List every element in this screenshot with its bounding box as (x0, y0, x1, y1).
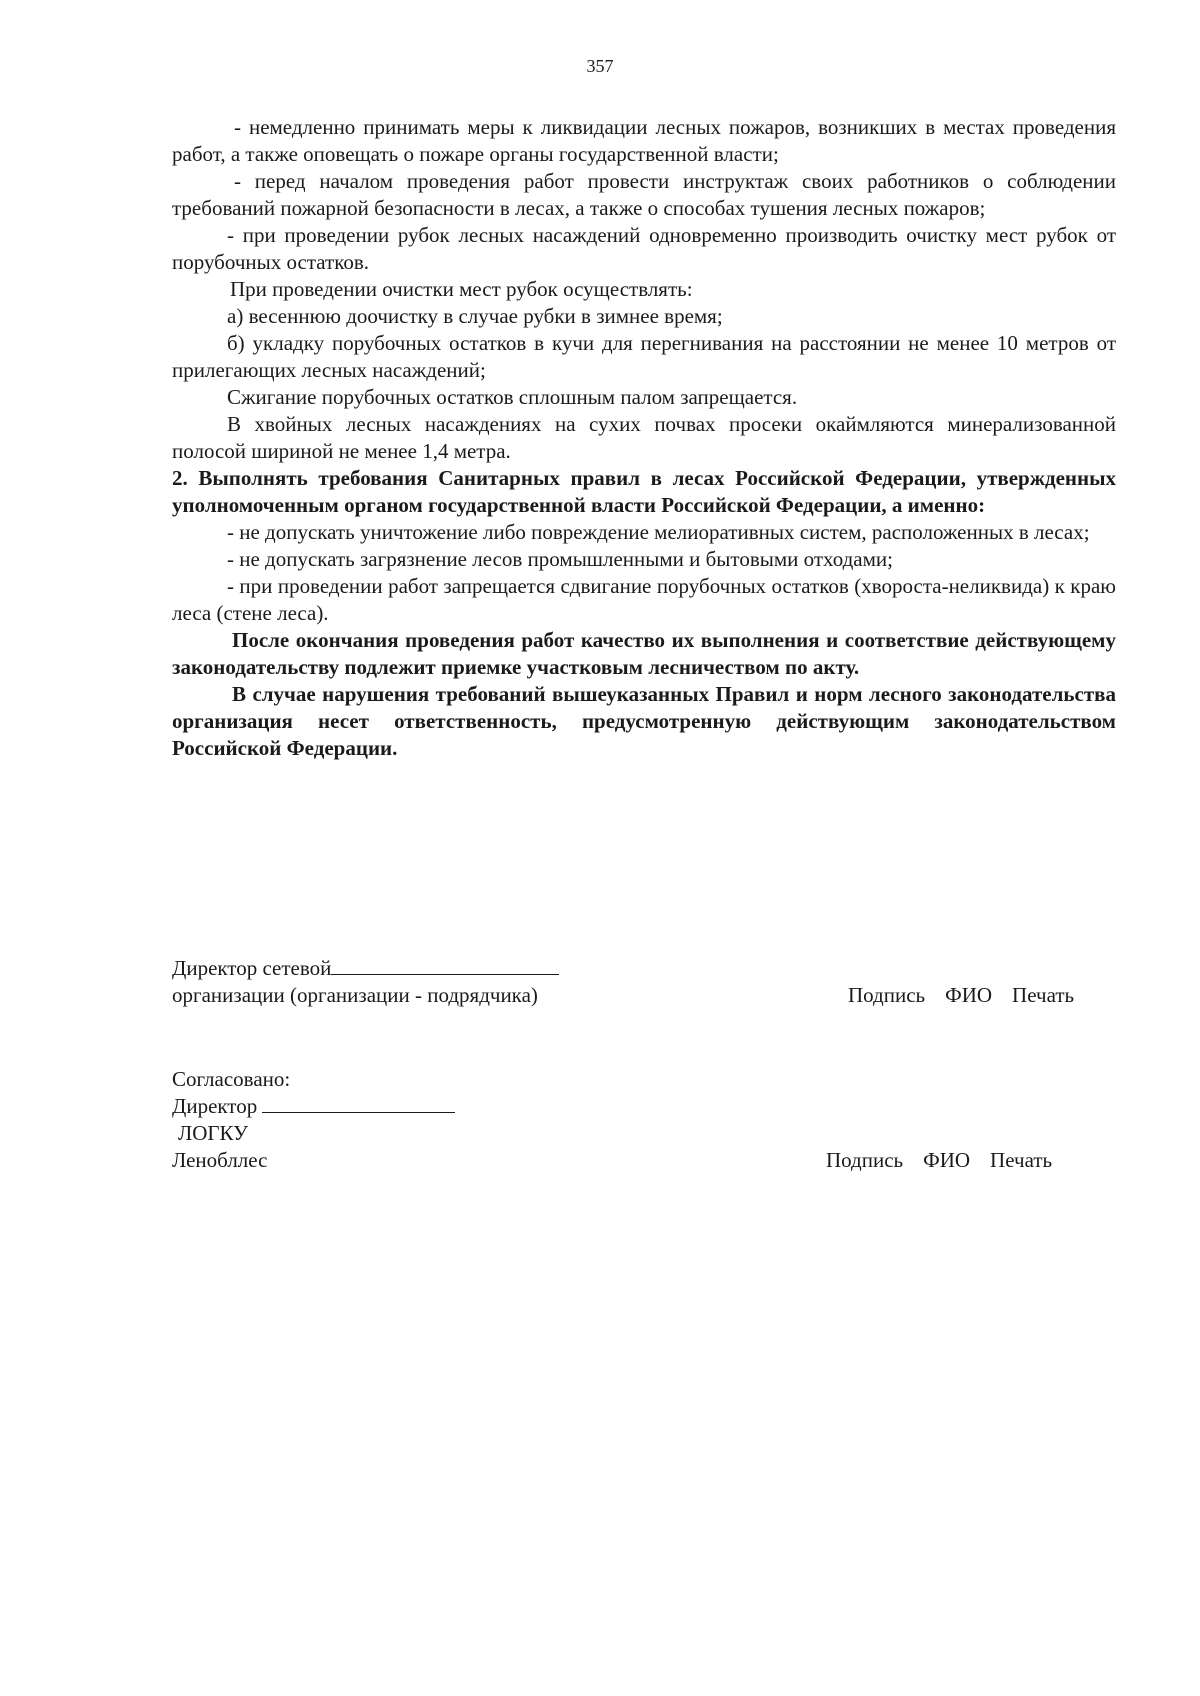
paragraph-pollution: - не допускать загрязнение лесов промышленными и бытовыми отходами; (227, 547, 893, 571)
paragraph-brushwood: - при проведении работ запрещается сдвигание порубочных остатков (хвороста-неликвида) к краю леса (стене леса). (172, 574, 1116, 625)
paragraph-melioration: - не допускать уничтожение либо повреждение мелиоративных систем, расположенных в лесах; (227, 520, 1090, 544)
paragraph-liability: В случае нарушения требований вышеуказанных Правил и норм лесного законодательства организация несет ответственность, предусмотренную действующим законодательством Российской Федерации. (172, 682, 1116, 760)
document-body (172, 114, 1116, 762)
paragraph-cleaning-felling: - при проведении рубок лесных насаждений одновременно производить очистку мест рубок от порубочных остатков. (172, 223, 1116, 274)
contractor-director-label: Директор сетевой (172, 956, 332, 980)
contractor-sign-label: Подпись (848, 983, 926, 1007)
contractor-seal-label: Печать (1012, 983, 1075, 1007)
paragraph-instruction: - перед началом проведения работ провести инструктаж своих работников о соблюдении требований пожарной безопасности в лесах, а также о способах тушения лесных пожаров; (172, 169, 1116, 220)
signature-block-contractor (172, 955, 1116, 1009)
paragraph-item-b: б) укладку порубочных остатков в кучи для перегнивания на расстоянии не менее 10 метров от прилегающих лесных насаждений; (172, 331, 1116, 382)
agreed-label: Согласовано: (172, 1067, 291, 1091)
contractor-signature-line (331, 956, 559, 975)
agreed-name-label: ФИО (923, 1148, 971, 1172)
paragraph-burning-ban: Сжигание порубочных остатков сплошным палом запрещается. (227, 385, 798, 409)
paragraph-item-a: а) весеннюю доочистку в случае рубки в зимнее время; (227, 304, 723, 328)
agreed-signature-line (262, 1094, 455, 1113)
contractor-sign-fields (848, 982, 1094, 1009)
agreed-sign-fields (826, 1147, 1072, 1174)
page-number: 357 (586, 56, 614, 76)
agreed-seal-label: Печать (990, 1148, 1053, 1172)
paragraph-sanitary-rules: 2. Выполнять требования Санитарных правил в лесах Российской Федерации, утвержденных уполномоченным органом государственной власти Российской Федерации, а именно: (172, 466, 1116, 517)
contractor-name-label: ФИО (945, 983, 993, 1007)
paragraph-acceptance: После окончания проведения работ качество их выполнения и соответствие действующему законодательству подлежит приемке участковым лесничеством по акту. (172, 628, 1116, 679)
signature-block-agreed (172, 1066, 1116, 1174)
paragraph-fire-measures: - немедленно принимать меры к ликвидации лесных пожаров, возникших в местах проведения работ, а также оповещать о пожаре органы государственной власти; (172, 115, 1116, 166)
paragraph-cleaning-intro: При проведении очистки мест рубок осуществлять: (230, 277, 693, 301)
agreed-org-label: ЛОГКУ (178, 1121, 249, 1145)
contractor-organization-label: организации (организации - подрядчика) (172, 983, 538, 1007)
paragraph-conifer-strip: В хвойных лесных насаждениях на сухих почвах просеки окаймляются минерализованной полосой шириной не менее 1,4 метра. (172, 412, 1116, 463)
agreed-director-label: Директор (172, 1094, 258, 1118)
agreed-sign-label: Подпись (826, 1148, 904, 1172)
agreed-org-name: Ленобллес (172, 1148, 268, 1172)
